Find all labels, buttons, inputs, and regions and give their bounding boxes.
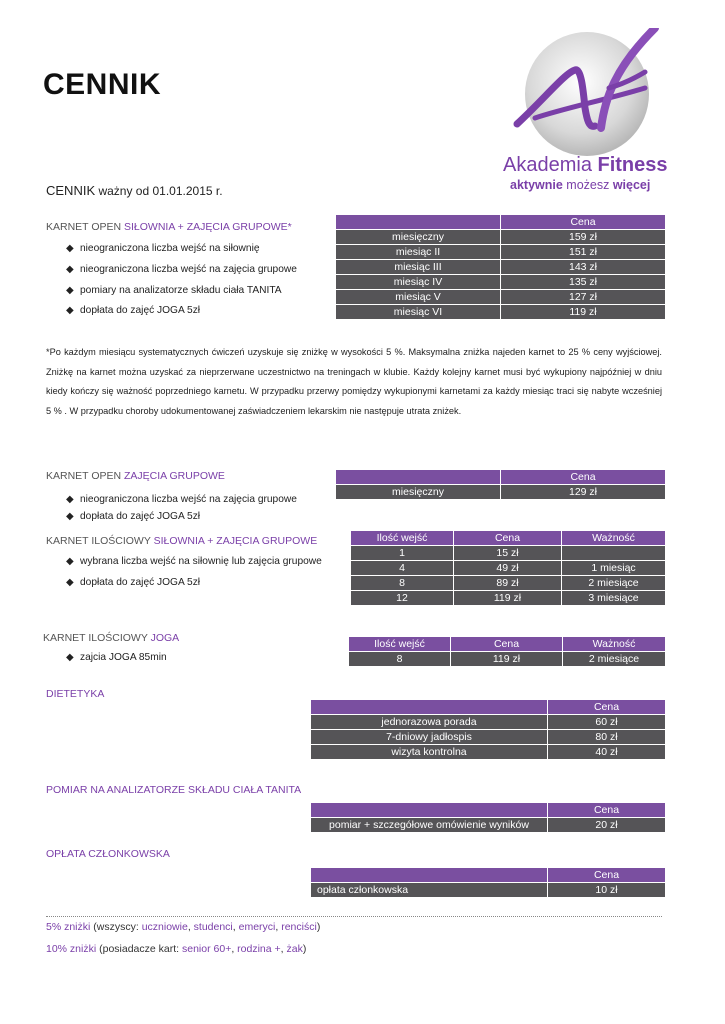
list-item: ◆ nieograniczona liczba wejść na siłownię (66, 243, 260, 254)
section-label-open-gym: KARNET OPEN SIŁOWNIA + ZAJĘCIA GRUPOWE* (46, 221, 292, 233)
table-row: 4 49 zł 1 miesiąc (351, 561, 666, 576)
table-row: jednorazowa porada 60 zł (311, 715, 666, 730)
section-label-entries-gym: KARNET ILOŚCIOWY SIŁOWNIA + ZAJĘCIA GRUPOWE (46, 535, 318, 547)
section-label-dietetics: DIETETYKA (46, 688, 105, 700)
list-item: ◆ dopłata do zajęć JOGA 5zł (66, 305, 201, 316)
table-row: miesięczny 129 zł (336, 485, 666, 500)
logo-emblem-icon (505, 28, 665, 158)
discount-5: 5% zniżki (wszyscy: uczniowie, studenci, emeryci, renciści) (46, 921, 321, 933)
list-item: ◆ dopłata do zajęć JOGA 5zł (66, 577, 201, 588)
section-label-entries-yoga: KARNET ILOŚCIOWY JOGA (43, 632, 180, 644)
list-item: ◆ nieograniczona liczba wejść na zajęcia grupowe (66, 264, 297, 275)
page-title: CENNIK (43, 68, 162, 101)
table-row: 8 89 zł 2 miesiące (351, 576, 666, 591)
price-table-membership: Cena opłata członkowska 10 zł (310, 867, 666, 898)
table-row: miesięczny 159 zł (336, 230, 666, 245)
price-table-open-gym: Cena miesięczny 159 zł miesiąc II 151 zł miesiąc III 143 zł miesiąc IV 135 zł miesiąc V 127 zł miesiąc VI 119 zł (335, 214, 666, 320)
table-row: wizyta kontrolna 40 zł (311, 745, 666, 760)
list-item: ◆ pomiary na analizatorze składu ciała TANITA (66, 285, 282, 296)
table-row: 1 15 zł (351, 546, 666, 561)
logo-slogan: aktywnie możesz więcej (510, 178, 651, 192)
discount-note: *Po każdym miesiącu systematycznych ćwiczeń uzyskuje się zniżkę w wysokości 5 %. Maksymalna zniżka najeden karnet to 25 % ceny wyjściowej. Zniżkę na karnet można uzyskać za nieprzerwane uczestnictwo na treningach w klubie. Każdy kolejny karnet musi być wykupiony najpóźniej w dniu kiedy kończy się ważność poprzedniego karnetu. W przypadku przerwy pomiędzy wykupionymi karnetami za każdy miesiąc traci się nabyte wcześniej 5 % . W przypadku choroby udokumentowanej zaświadczeniem lekarskim nie następuje utrata zniżek. (46, 347, 662, 416)
section-label-open-group: KARNET OPEN ZAJĘCIA GRUPOWE (46, 470, 225, 482)
table-row: pomiar + szczegółowe omówienie wyników 20 zł (311, 818, 666, 833)
price-table-open-group: Cena miesięczny 129 zł (335, 469, 666, 500)
divider (46, 916, 662, 917)
section-label-membership: OPŁATA CZŁONKOWSKA (46, 848, 170, 860)
table-row: miesiąc II 151 zł (336, 245, 666, 260)
list-item: ◆ nieograniczona liczba wejść na zajęcia grupowe (66, 494, 297, 505)
discount-10: 10% zniżki (posiadacze kart: senior 60+, rodzina +, żak) (46, 943, 307, 955)
list-item: ◆ dopłata do zajęć JOGA 5zł (66, 511, 201, 522)
table-row: opłata członkowska 10 zł (311, 883, 666, 898)
table-row: 8 119 zł 2 miesiące (349, 652, 666, 667)
logo-name: Akademia Fitness (503, 154, 668, 176)
price-table-dietetics: Cena jednorazowa porada 60 zł 7-dniowy jadłospis 80 zł wizyta kontrolna 40 zł (310, 699, 666, 760)
list-item: ◆ zajcia JOGA 85min (66, 652, 167, 663)
price-table-entries-gym: Ilość wejść Cena Ważność 1 15 zł 4 49 zł 1 miesiąc 8 89 zł 2 miesiące 12 119 zł 3 miesiące (350, 530, 666, 606)
table-row: 7-dniowy jadłospis 80 zł (311, 730, 666, 745)
table-row: miesiąc VI 119 zł (336, 305, 666, 320)
list-item: ◆ wybrana liczba wejść na siłownię lub zajęcia grupowe (66, 556, 322, 567)
table-row: 12 119 zł 3 miesiące (351, 591, 666, 606)
logo (505, 28, 665, 158)
table-row: miesiąc V 127 zł (336, 290, 666, 305)
validity-line: CENNIK ważny od 01.01.2015 r. (46, 183, 223, 198)
table-row: miesiąc IV 135 zł (336, 275, 666, 290)
price-table-entries-yoga: Ilość wejść Cena Ważność 8 119 zł 2 miesiące (348, 636, 666, 667)
section-label-tanita: POMIAR NA ANALIZATORZE SKŁADU CIAŁA TANITA (46, 784, 302, 796)
price-table-tanita: Cena pomiar + szczegółowe omówienie wyników 20 zł (310, 802, 666, 833)
table-row: miesiąc III 143 zł (336, 260, 666, 275)
